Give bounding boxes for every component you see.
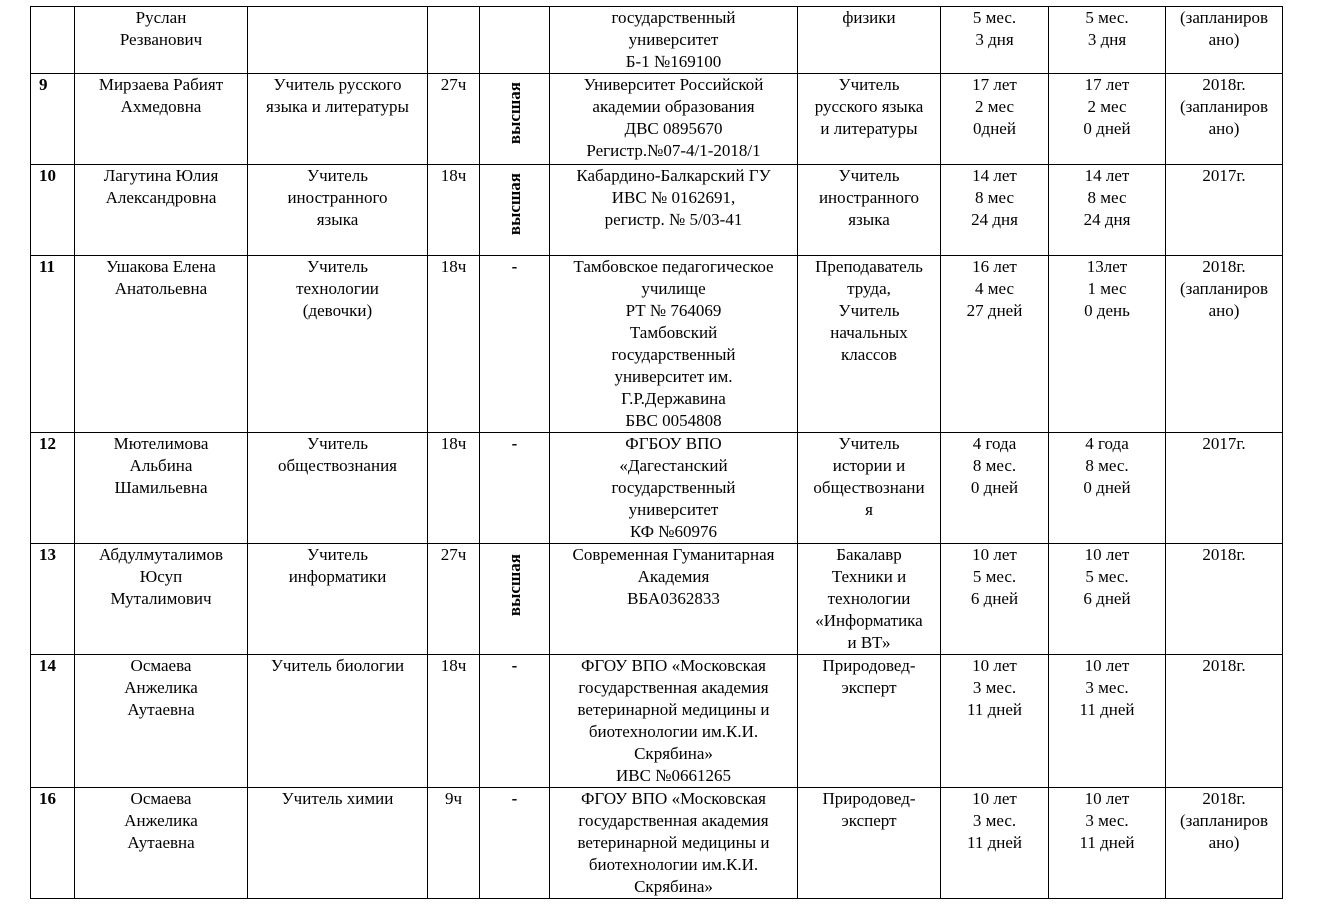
total-experience [941, 165, 1049, 256]
teaching-experience [1049, 7, 1166, 74]
diploma-qualification-line: и литературы [820, 119, 918, 138]
diploma-qualification-line: труда, [847, 279, 891, 298]
education-info-line: Скрябина» [634, 877, 713, 896]
diploma-qualification-line: обществознани [813, 478, 925, 497]
teacher-position [248, 165, 428, 256]
education-info-line: государственный [611, 8, 736, 27]
total-experience [941, 256, 1049, 433]
diploma-qualification-line: Природовед- [822, 656, 916, 675]
teacher-position-line: Учитель [307, 545, 368, 564]
training-courses-line: ано) [1208, 119, 1240, 138]
education-info [550, 256, 798, 433]
total-experience [941, 788, 1049, 899]
diploma-qualification [798, 655, 941, 788]
education-info-line: РТ № 764069 [625, 301, 722, 320]
teaching-experience [1049, 74, 1166, 165]
education-info-line: ФГОУ ВПО «Московская [581, 789, 766, 808]
diploma-qualification [798, 74, 941, 165]
education-info-line: ИВС №0661265 [616, 766, 731, 785]
education-info-line: ФГБОУ ВПО [625, 434, 722, 453]
teaching-experience-line: 3 мес. [1085, 678, 1129, 697]
training-courses-line: 2017г. [1202, 166, 1246, 185]
education-info-line: ИВС № 0162691, [611, 188, 736, 207]
diploma-qualification [798, 544, 941, 655]
total-experience-line: 4 года [972, 434, 1017, 453]
training-courses-line: 2018г. [1202, 545, 1246, 564]
training-courses-line: 2018г. [1202, 656, 1246, 675]
education-info-line: БВС 0054808 [625, 411, 722, 430]
teaching-experience-line: 5 мес. [1085, 8, 1129, 27]
row-number: 11 [31, 256, 75, 433]
teacher-name [75, 544, 248, 655]
teacher-position-line: информатики [288, 567, 387, 586]
teacher-position [248, 7, 428, 74]
table-row [31, 433, 1283, 544]
qualification-category [480, 74, 550, 165]
teaching-experience [1049, 655, 1166, 788]
total-experience [941, 655, 1049, 788]
education-info [550, 74, 798, 165]
teacher-name-line: Анжелика [124, 811, 198, 830]
training-courses [1166, 788, 1283, 899]
education-info-line: ветеринарной медицины и [577, 700, 770, 719]
teaching-experience-line: 11 дней [1079, 700, 1135, 719]
teaching-experience-line: 2 мес [1087, 97, 1127, 116]
education-info-line: ДВС 0895670 [624, 119, 723, 138]
teacher-name-line: Мирзаева Рабият [98, 75, 224, 94]
education-info-line: Скрябина» [634, 744, 713, 763]
staff-table [30, 6, 1283, 899]
training-courses-line: ано) [1208, 833, 1240, 852]
training-courses [1166, 7, 1283, 74]
teacher-name-line: Резванович [119, 30, 203, 49]
total-experience [941, 74, 1049, 165]
education-info-line: государственный [611, 345, 736, 364]
education-info-line: ветеринарной медицины и [577, 833, 770, 852]
teacher-position [248, 788, 428, 899]
education-info [550, 655, 798, 788]
teacher-name [75, 256, 248, 433]
training-courses [1166, 74, 1283, 165]
category-vertical-label: высшая [504, 173, 524, 236]
row-number: 14 [31, 655, 75, 788]
teacher-position-line: Учитель химии [281, 789, 394, 808]
diploma-qualification [798, 788, 941, 899]
teaching-hours: 18ч [428, 433, 480, 544]
education-info-line: университет [628, 30, 719, 49]
teaching-experience-line: 13лет [1086, 257, 1128, 276]
row-number: 10 [31, 165, 75, 256]
teacher-position [248, 433, 428, 544]
total-experience [941, 544, 1049, 655]
teacher-name-line: Ахмедовна [120, 97, 202, 116]
diploma-qualification-line: «Информатика [815, 611, 923, 630]
table-row [31, 74, 1283, 165]
teaching-experience-line: 10 лет [1084, 789, 1130, 808]
training-courses-line: (запланиров [1179, 279, 1269, 298]
teacher-position [248, 74, 428, 165]
diploma-qualification [798, 7, 941, 74]
diploma-qualification [798, 256, 941, 433]
training-courses-line: 2018г. [1202, 789, 1246, 808]
education-info-line: КФ №60976 [630, 522, 717, 541]
training-courses-line: (запланиров [1179, 97, 1269, 116]
diploma-qualification [798, 433, 941, 544]
category-vertical-label: высшая [504, 82, 524, 145]
row-number: 9 [31, 74, 75, 165]
teaching-hours: 18ч [428, 655, 480, 788]
total-experience-line: 5 мес. [972, 8, 1017, 27]
diploma-qualification-line: эксперт [841, 678, 897, 697]
total-experience-line: 0дней [973, 119, 1016, 138]
teacher-position-line: технологии [296, 279, 379, 298]
diploma-qualification-line: Техники и [831, 567, 907, 586]
total-experience-line: 10 лет [972, 545, 1017, 564]
teacher-name-line: Александровна [105, 188, 217, 207]
total-experience-line: 16 лет [972, 257, 1017, 276]
education-info-line: Г.Р.Державина [621, 389, 726, 408]
teaching-experience-line: 8 мес [1087, 188, 1127, 207]
diploma-qualification-line: Учитель [838, 166, 900, 185]
teaching-experience-line: 24 дня [1083, 210, 1131, 229]
teaching-experience-line: 4 года [1085, 434, 1129, 453]
teaching-experience-line: 6 дней [1083, 589, 1131, 608]
teaching-experience-line: 3 мес. [1085, 811, 1129, 830]
diploma-qualification-line: технологии [827, 589, 911, 608]
education-info-line: биотехнологии им.К.И. [588, 722, 759, 741]
education-info-line: Университет Российской [583, 75, 764, 94]
teacher-name-line: Шамильевна [114, 478, 208, 497]
teacher-position [248, 655, 428, 788]
teacher-position-line: Учитель [307, 257, 368, 276]
education-info-line: Академия [637, 567, 710, 586]
row-number: 13 [31, 544, 75, 655]
teaching-experience-line: 10 лет [1084, 656, 1130, 675]
diploma-qualification-line: Бакалавр [836, 545, 902, 564]
total-experience [941, 433, 1049, 544]
teacher-position [248, 544, 428, 655]
teaching-experience-line: 0 день [1084, 301, 1130, 320]
teaching-experience-line: 8 мес. [1085, 456, 1129, 475]
training-courses-line: ано) [1208, 301, 1240, 320]
teaching-experience-line: 11 дней [1079, 833, 1135, 852]
teaching-experience [1049, 256, 1166, 433]
training-courses [1166, 165, 1283, 256]
teaching-experience [1049, 433, 1166, 544]
diploma-qualification [798, 165, 941, 256]
diploma-qualification-line: эксперт [841, 811, 897, 830]
teaching-experience-line: 0 дней [1083, 478, 1131, 497]
teacher-name [75, 433, 248, 544]
table-row [31, 7, 1283, 74]
teacher-name [75, 7, 248, 74]
education-info [550, 7, 798, 74]
teacher-name-line: Осмаева [130, 656, 192, 675]
qualification-category [480, 165, 550, 256]
table-row [31, 655, 1283, 788]
total-experience-line: 8 мес [974, 188, 1015, 207]
teacher-name-line: Осмаева [130, 789, 192, 808]
teacher-name-line: Аутаевна [127, 700, 195, 719]
training-courses [1166, 544, 1283, 655]
teacher-position-line: Учитель русского [273, 75, 402, 94]
education-info-line: Б-1 №169100 [625, 52, 722, 71]
teaching-experience [1049, 544, 1166, 655]
teacher-position-line: Учитель биологии [270, 656, 405, 675]
qualification-category: - [480, 256, 550, 433]
qualification-category: - [480, 655, 550, 788]
qualification-category [480, 7, 550, 74]
education-info-line: ФГОУ ВПО «Московская [581, 656, 766, 675]
teaching-experience [1049, 788, 1166, 899]
teacher-name-line: Аутаевна [127, 833, 195, 852]
total-experience-line: 4 мес [974, 279, 1015, 298]
teacher-name [75, 788, 248, 899]
teaching-experience [1049, 165, 1166, 256]
teacher-name-line: Анжелика [124, 678, 198, 697]
education-info-line: Тамбовский [629, 323, 718, 342]
teacher-name-line: Лагутина Юлия [103, 166, 219, 185]
training-courses [1166, 655, 1283, 788]
teaching-hours: 18ч [428, 165, 480, 256]
teaching-hours: 18ч [428, 256, 480, 433]
education-info-line: регистр. № 5/03-41 [604, 210, 743, 229]
teacher-name-line: Муталимович [110, 589, 212, 608]
row-number [31, 7, 75, 74]
qualification-category: - [480, 433, 550, 544]
diploma-qualification-line: русского языка [814, 97, 924, 116]
education-info-line: университет [628, 500, 719, 519]
diploma-qualification-line: Природовед- [822, 789, 916, 808]
total-experience-line: 10 лет [972, 656, 1017, 675]
diploma-qualification-line: иностранного [818, 188, 920, 207]
diploma-qualification-line: физики [842, 8, 896, 27]
teacher-name-line: Анатольевна [114, 279, 208, 298]
total-experience-line: 0 дней [970, 478, 1019, 497]
training-courses-line: ано) [1208, 30, 1240, 49]
table-row [31, 165, 1283, 256]
training-courses-line: 2018г. [1202, 75, 1246, 94]
total-experience-line: 17 лет [972, 75, 1017, 94]
diploma-qualification-line: истории и [832, 456, 906, 475]
total-experience-line: 11 дней [966, 833, 1022, 852]
teacher-name [75, 165, 248, 256]
qualification-category [480, 544, 550, 655]
diploma-qualification-line: Учитель [838, 75, 900, 94]
total-experience-line: 3 дня [975, 30, 1014, 49]
teacher-name-line: Мютелимова [113, 434, 209, 453]
staff-table-body [31, 7, 1283, 899]
teaching-experience-line: 14 лет [1084, 166, 1130, 185]
training-courses [1166, 433, 1283, 544]
teaching-experience-line: 0 дней [1083, 119, 1131, 138]
diploma-qualification-line: начальных [830, 323, 908, 342]
teacher-position [248, 256, 428, 433]
teacher-name-line: Руслан [135, 8, 187, 27]
teacher-name-line: Юсуп [139, 567, 183, 586]
education-info [550, 788, 798, 899]
education-info [550, 544, 798, 655]
education-info-line: Современная Гуманитарная [572, 545, 775, 564]
total-experience-line: 14 лет [972, 166, 1017, 185]
total-experience-line: 11 дней [966, 700, 1022, 719]
education-info-line: академии образования [592, 97, 755, 116]
teacher-position-line: языка [316, 210, 359, 229]
teacher-name-line: Ушакова Елена [106, 257, 216, 276]
teaching-hours [428, 7, 480, 74]
teaching-hours: 27ч [428, 544, 480, 655]
total-experience-line: 27 дней [966, 301, 1023, 320]
education-info [550, 433, 798, 544]
teacher-position-line: Учитель [307, 434, 368, 453]
teacher-name-line: Абдулмуталимов [99, 545, 223, 564]
diploma-qualification-line: Учитель [838, 434, 900, 453]
total-experience-line: 8 мес. [972, 456, 1017, 475]
teaching-experience-line: 17 лет [1084, 75, 1130, 94]
row-number: 12 [31, 433, 75, 544]
training-courses-line: 2017г. [1202, 434, 1246, 453]
training-courses-line: (запланиров [1179, 8, 1269, 27]
education-info-line: государственная академия [578, 678, 769, 697]
total-experience-line: 24 дня [971, 210, 1018, 229]
education-info-line: университет им. [614, 367, 733, 386]
education-info-line: Тамбовское педагогическое [573, 257, 774, 276]
category-vertical-label: высшая [504, 554, 524, 617]
education-info-line: ВБА0362833 [627, 589, 720, 608]
education-info [550, 165, 798, 256]
teacher-name [75, 655, 248, 788]
education-info-line: «Дагестанский [619, 456, 728, 475]
teaching-experience-line: 1 мес [1087, 279, 1127, 298]
diploma-qualification-line: классов [841, 345, 897, 364]
teaching-experience-line: 10 лет [1084, 545, 1130, 564]
training-courses-line: (запланиров [1179, 811, 1269, 830]
training-courses-line: 2018г. [1202, 257, 1246, 276]
total-experience-line: 3 мес. [972, 678, 1017, 697]
document-page [30, 6, 1282, 899]
diploma-qualification-line: Учитель [838, 301, 900, 320]
teacher-name [75, 74, 248, 165]
qualification-category: - [480, 788, 550, 899]
total-experience-line: 10 лет [972, 789, 1017, 808]
teacher-position-line: иностранного [287, 188, 388, 207]
training-courses [1166, 256, 1283, 433]
teaching-experience-line: 5 мес. [1085, 567, 1129, 586]
teaching-experience-line: 3 дня [1087, 30, 1127, 49]
teaching-hours: 27ч [428, 74, 480, 165]
total-experience-line: 3 мес. [972, 811, 1017, 830]
table-row [31, 544, 1283, 655]
total-experience-line: 6 дней [970, 589, 1019, 608]
diploma-qualification-line: я [865, 500, 873, 519]
teacher-name-line: Альбина [129, 456, 193, 475]
total-experience [941, 7, 1049, 74]
education-info-line: биотехнологии им.К.И. [588, 855, 759, 874]
teacher-position-line: обществознания [278, 456, 397, 475]
teacher-position-line: (девочки) [302, 301, 373, 320]
teacher-position-line: языка и литературы [266, 97, 409, 116]
table-row [31, 788, 1283, 899]
education-info-line: Регистр.№07-4/1-2018/1 [586, 141, 761, 160]
diploma-qualification-line: Преподаватель [815, 257, 923, 276]
teacher-position-line: Учитель [307, 166, 368, 185]
education-info-line: Кабардино-Балкарский ГУ [576, 166, 771, 185]
education-info-line: училище [641, 279, 706, 298]
row-number: 16 [31, 788, 75, 899]
education-info-line: государственный [611, 478, 736, 497]
teaching-hours: 9ч [428, 788, 480, 899]
education-info-line: государственная академия [578, 811, 769, 830]
diploma-qualification-line: и ВТ» [847, 633, 891, 652]
diploma-qualification-line: языка [848, 210, 890, 229]
total-experience-line: 5 мес. [972, 567, 1017, 586]
table-row [31, 256, 1283, 433]
total-experience-line: 2 мес [974, 97, 1015, 116]
